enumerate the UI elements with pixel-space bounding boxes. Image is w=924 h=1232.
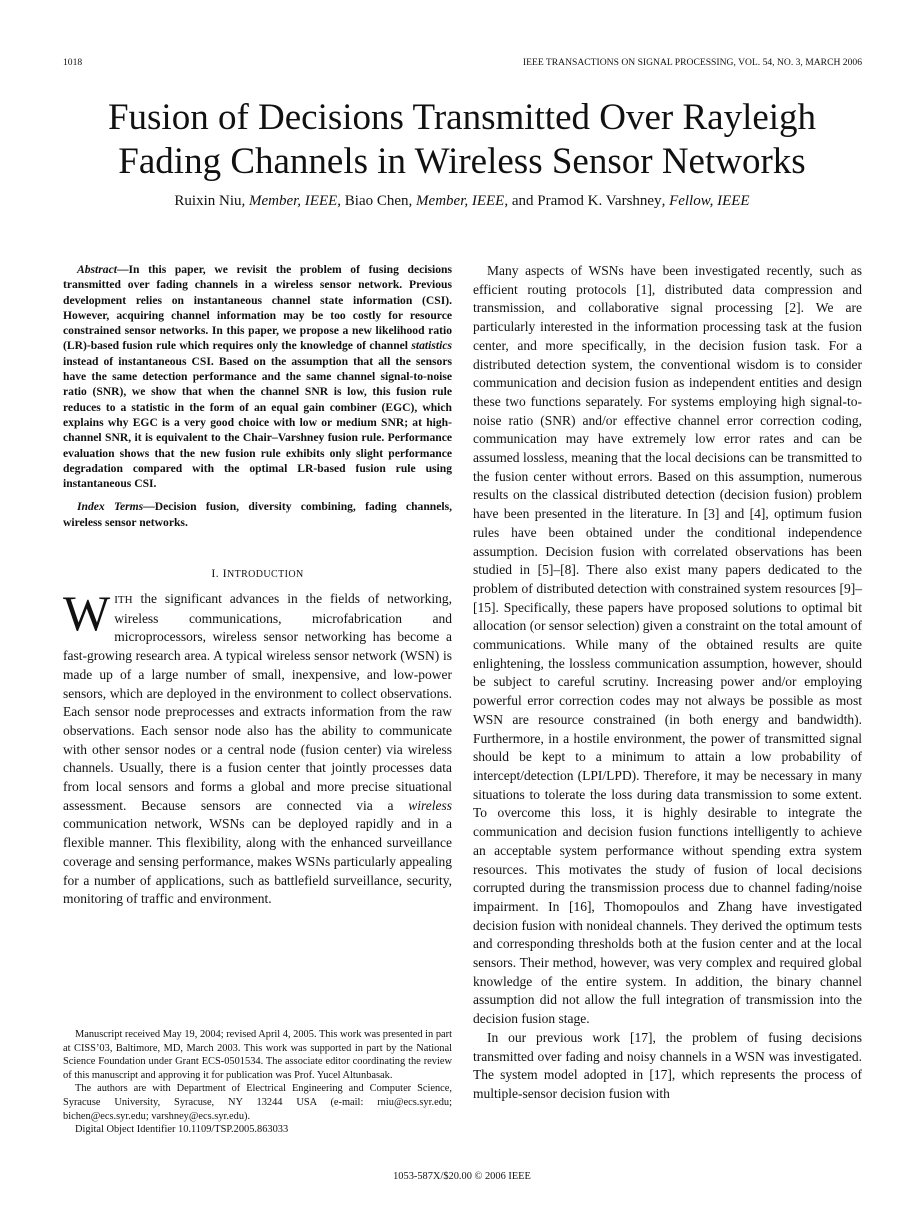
index-terms [63, 499, 452, 530]
abstract-label: Abstract [77, 263, 117, 276]
left-column [63, 262, 452, 909]
page-number: 1018 [63, 57, 83, 68]
footnote-manuscript: Manuscript received May 19, 2004; revised April 4, 2005. This work was presented in part at CISS’03, Baltimore, MD, March 2003. This work was supported in part by the National Science Foundation under Grant ECS-0501534. The associate editor coordinating the review of this manuscript and approving it for publication was Prof. Yucel Altunbasak. [63, 1029, 452, 1081]
title-line-1: Fusion of Decisions Transmitted Over Rayleigh [107, 97, 817, 138]
author-3-role: , Fellow, IEEE [661, 193, 750, 209]
section-heading-introduction [63, 566, 452, 582]
body-paragraph-3: In our previous work [17], the problem of fusing decisions transmitted over fading and noisy channels in a WSN was investigated. The system model adopted in [17], which represents the process of multiple-sensor decision fusion with [473, 1029, 862, 1101]
intro-paragraph [63, 585, 452, 909]
title-line-2: Fading Channels in Wireless Sensor Networks [118, 141, 806, 182]
abstract-text-2: instead of instantaneous CSI. Based on the assumption that all the sensors have the same detection performance and the same channel signal-to-noise ratio (SNR), we show that when the channel SNR is low, this fusion rule reduces to a statistic in the form of an equal gain combiner (EGC), which explains why EGC is a very good choice with low or medium SNR; at high-channel SNR, it is equivalent to the Chair–Varshney fusion rule. Performance evaluation shows that the new fusion rule exhibits only slight performance degradation compared with the optimal LR-based fusion rule using instantaneous CSI. [63, 354, 452, 491]
intro-text-2: communication network, WSNs can be deployed rapidly and in a flexible manner. This flexibility, along with the enhanced surveillance coverage and sensing performance, makes WSNs particularly appealing for a number of applications, such as battlefield surveillance, security, monitoring of traffic and environment. [63, 816, 452, 907]
intro-text-italic: wireless [408, 797, 452, 813]
drop-cap: W [63, 585, 111, 642]
abstract-text-italic: statistics [411, 339, 452, 353]
author-2-role: , Member, IEEE [408, 193, 505, 209]
author-1-role: , Member, IEEE [241, 193, 338, 209]
copyright-footer: 1053-587X/$20.00 © 2006 IEEE [393, 1171, 531, 1182]
body-paragraph-2: Many aspects of WSNs have been investigated recently, such as efficient routing protocols [1], distributed data compression and transmission, and collaborative signal processing [2]. We are particularly interested in the information processing task at the fusion center, and more specifically, in the decision fusion task. For a distributed detection system, the conventional wisdom is to consider communication and decision fusion as independent entities and design these two functions separately. For systems employing high signal-to-noise ratio (SNR) and/or effective channel error correction coding, communication may have extremely low error rates and can be assumed lossless, meaning that the local decisions can be transmitted to the fusion center without errors. Based on this assumption, numerous results on the classical distributed detection (decision fusion) problem have been presented in the literature. In [3] and [4], optimum fusion rules have been obtained under the conditional independence assumption. Decision fusion with correlated observations has been studied in [5]–[8]. There also exist many papers dedicated to the problem of distributed detection with constrained system resources [9]–[15]. Specifically, these papers have proposed solutions to optimal bit allocation (or sensor selection) given a constraint on the total amount of communications. While many of the obtained results are quite enlightening, the lossless communication assumption, however, should be subject to careful scrutiny. Increasing power and/or employing powerful error correction codes may not always be possible as most WSN are resource constrained (in both energy and bandwidth). Furthermore, in a hostile environment, the power of transmitted signal should be kept to a minimum to attain a low probability of intercept/detection (LPI/LPD). Therefore, it may be necessary in many situations to tolerate the loss during data transmission to some extent. To overcome this loss, it is highly desirable to integrate the communication and decision fusion functions intelligently to achieve an acceptable system performance without spending extra system resources. This motivates the study of fusion of local decisions corrupted during the transmission process due to channel fading/noise impairment. In [16], Thomopoulos and Zhang have investigated decision fusion with nonideal channels. They derived the optimum tests and corresponding thresholds both at the fusion center and at the local sensors. Their method, however, was very complex and required global knowledge of the entire system. In addition, the binary channel assumption did not allow the full integration of transmission into the decision fusion stage. [473, 263, 862, 1027]
paper-title [40, 96, 884, 184]
section-rest: NTRODUCTION [226, 569, 304, 581]
abstract-text-1: —In this paper, we revisit the problem of fusing decisions transmitted over fading channels in a wireless sensor network. Previous development relies on instantaneous channel state information (CSI). However, acquiring channel information may be too costly for resource constrained sensor networks. In this paper, we propose a new likelihood ratio (LR)-based fusion rule which requires only the knowledge of channel [63, 263, 452, 353]
running-head [63, 56, 862, 70]
footnote-affiliation: The authors are with Department of Electrical Engineering and Computer Science, Syracuse University, Syracuse, NY 13244 USA (e-mail: rniu@ecs.syr.edu; bichen@ecs.syr.edu; varshney@ecs.syr.edu). [63, 1083, 452, 1122]
journal-header: IEEE TRANSACTIONS ON SIGNAL PROCESSING, VOL. 54, NO. 3, MARCH 2006 [522, 57, 862, 68]
author-1-name: Ruixin Niu [174, 193, 242, 209]
author-list [40, 192, 884, 210]
section-first-letter: I [222, 566, 227, 581]
section-numeral: I. [211, 566, 223, 581]
first-word-rest: ITH [114, 594, 133, 607]
index-terms-label: Index Terms [77, 500, 144, 514]
author-3-name: , and Pramod K. Varshney [504, 193, 662, 209]
index-terms-text: —Decision fusion, diversity combining, fading channels, wireless sensor networks. [63, 500, 452, 529]
author-2-name: , Biao Chen [337, 193, 409, 209]
footnote-doi: Digital Object Identifier 10.1109/TSP.2005.863033 [75, 1124, 289, 1136]
right-column [473, 262, 862, 1104]
intro-text-1: the significant advances in the fields of networking, wireless communications, microfabrication and microprocessors, wireless sensor networking has become a fast-growing research area. A typical wireless sensor network (WSN) is made up of a large number of small, inexpensive, and low-power sensors, which are deployed in the environment to collect observations. Each sensor node preprocesses and extracts information from the raw observations. Each sensor node also has the ability to communicate with other sensor nodes or a central node (fusion center) via wireless channels. Usually, there is a fusion center that jointly processes data from local sensors and forms a global and more precise situational assessment. Because sensors are connected via a [63, 591, 452, 813]
footnote [63, 1028, 452, 1137]
abstract [63, 262, 452, 491]
